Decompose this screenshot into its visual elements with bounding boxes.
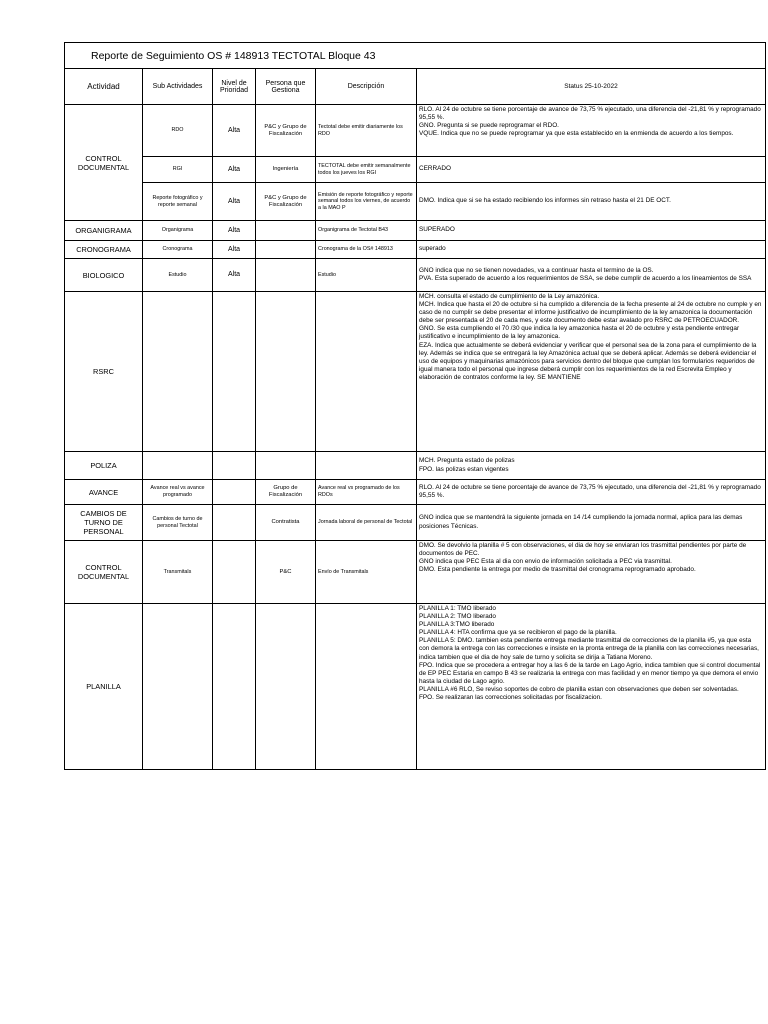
report-body	[65, 105, 766, 770]
activity-cell: AVANCE	[65, 480, 143, 505]
priority-cell	[213, 480, 256, 505]
responsible-cell	[256, 259, 316, 292]
status-line: PLANILLA 3:TMO liberado	[419, 621, 495, 629]
table-row	[65, 157, 766, 183]
status-cell	[417, 292, 766, 452]
sub-activity-cell: Avance real vs avance programado	[143, 480, 213, 505]
sub-activity-cell: Reporte fotográfico y reporte semanal	[143, 183, 213, 221]
report-sheet	[64, 42, 765, 770]
description-cell: Tectotal debe emitir diariamente los RDO	[316, 105, 417, 157]
status-line: PLANILLA 4: HTA confirma que ya se recibieron el pago de la planilla.	[419, 629, 617, 637]
priority-cell	[213, 452, 256, 480]
header-sub-actividades: Sub Actividades	[143, 69, 213, 105]
status-line: PLANILLA 2: TMO liberado	[419, 613, 496, 621]
activity-cell: RSRC	[65, 292, 143, 452]
status-line: EZA. Indica que actualmente se deberá evidenciar y verificar que el personal sea de la zona para el cumplimiento de la ley. Además se indica que se entregará la ley Amazónica actual que se deberá aplicar. Además se deberá evidenciar el uso de equipos y maquinarias amazónicos para servicios dentro del bloque que cumplan los formularios requeridos de igual manera todo el personal que ingrese deberá cumplir con los requerimientos de la red Escrevita Empleo y elaboración de contratos conforme la ley. SE MANTIENE	[419, 341, 759, 381]
header-persona-gestiona: Persona que Gestiona	[256, 69, 316, 105]
status-line: GNO indica que no se tienen novedades, va a continuar hasta el termino de la OS.	[419, 266, 654, 274]
priority-cell: Alta	[213, 259, 256, 292]
status-line: DMO. Esta pendiente la entrega por medio de trasmittal del cronograma reprogramado aprobado.	[419, 566, 696, 574]
status-cell	[417, 157, 766, 183]
status-line: GNO indica que se mantendrá la siguiente jornada en 14 /14 cumpliendo la jornada normal, aplica para las demas posiciones Técnicas.	[419, 514, 745, 530]
status-line: FPO. Indica que se procedera a entregar hoy a las 6 de la tarde en Lago Agrio, indica tambien que si control documental de EP PEC Estaria en campo B 43 se realizaria la entrega con mas facilidad y en menor tiempo ya que demora el envio hasta la ciudad de Lago agrio.	[419, 661, 763, 685]
responsible-cell: Contratista	[256, 505, 316, 541]
status-cell	[417, 505, 766, 541]
status-cell	[417, 604, 766, 770]
status-line: DMO. Indica que si se ha estado recibiendo los informes sin retraso hasta el 21 DE OCT.	[419, 197, 671, 205]
responsible-cell	[256, 221, 316, 241]
description-cell: Envío de Transmitals	[316, 541, 417, 604]
header-status: Status 25-10-2022	[417, 69, 766, 105]
activity-cell: POLIZA	[65, 452, 143, 480]
status-line: FPO. las polizas estan vigentes	[419, 465, 509, 473]
sub-activity-cell: Cambios de turno de personal Tectotal	[143, 505, 213, 541]
sub-activity-cell: RGI	[143, 157, 213, 183]
responsible-cell	[256, 452, 316, 480]
status-cell	[417, 541, 766, 604]
table-row	[65, 183, 766, 221]
priority-cell: Alta	[213, 105, 256, 157]
activity-cell: BIOLOGICO	[65, 259, 143, 292]
table-row	[65, 105, 766, 157]
table-row	[65, 480, 766, 505]
table-row	[65, 452, 766, 480]
sub-activity-cell	[143, 292, 213, 452]
description-cell: Estudio	[316, 259, 417, 292]
table-row	[65, 259, 766, 292]
sub-activity-cell: Transmitals	[143, 541, 213, 604]
responsible-cell: P&C y Grupo de Fiscalización	[256, 105, 316, 157]
priority-cell	[213, 541, 256, 604]
responsible-cell: P&C y Grupo de Fiscalización	[256, 183, 316, 221]
description-cell: Cronograma de la OS# 148913	[316, 241, 417, 259]
activity-cell: CRONOGRAMA	[65, 241, 143, 259]
status-cell	[417, 241, 766, 259]
sub-activity-cell: RDO	[143, 105, 213, 157]
activity-cell: ORGANIGRAMA	[65, 221, 143, 241]
priority-cell: Alta	[213, 183, 256, 221]
table-row	[65, 604, 766, 770]
status-line: GNO. Se esta cumpliendo el 70 /30 que indica la ley amazonica hasta el 20 de octubre y esta pendiente entregar justificativo e incumplimiento de la ley amazonica.	[419, 325, 741, 341]
status-cell	[417, 105, 766, 157]
activity-cell: CAMBIOS DE TURNO DE PERSONAL	[65, 505, 143, 541]
status-cell	[417, 259, 766, 292]
table-row	[65, 241, 766, 259]
status-cell	[417, 183, 766, 221]
description-cell: Avance real vs programado de los RDOs	[316, 480, 417, 505]
status-cell	[417, 221, 766, 241]
status-cell	[417, 480, 766, 505]
status-line: VQUE. Indica que no se puede reprogramar ya que esta establecido en la enmienda de acuerdo a los tiempos.	[419, 130, 734, 138]
description-cell: Organigrama de Tectotal B43	[316, 221, 417, 241]
priority-cell: Alta	[213, 241, 256, 259]
responsible-cell	[256, 241, 316, 259]
description-cell: Jornada laboral de personal de Tectotal	[316, 505, 417, 541]
sub-activity-cell: Estudio	[143, 259, 213, 292]
table-row	[65, 541, 766, 604]
sub-activity-cell: Cronograma	[143, 241, 213, 259]
priority-cell: Alta	[213, 157, 256, 183]
status-line: MCH. consulta el estado de cumplimiento de la Ley amazónica.	[419, 293, 600, 300]
priority-cell: Alta	[213, 221, 256, 241]
status-cell	[417, 452, 766, 480]
table-row	[65, 292, 766, 452]
header-nivel-prioridad: Nivel de Prioridad	[213, 69, 256, 105]
header-actividad: Actividad	[65, 69, 143, 105]
report-title: Reporte de Seguimiento OS # 148913 TECTOTAL Bloque 43	[65, 43, 766, 69]
status-line: PVA. Esta superado de acuerdo a los requerimientos de SSA, se debe cumplir de acuerdo a los lineamientos de SSA	[419, 275, 752, 282]
responsible-cell: Grupo de Fiscalización	[256, 480, 316, 505]
status-line: MCH. Indica que hasta el 20 de octubre si ha cumplido a diferencia de la fecha presente al 24 de octubre no cumple y en caso de no cumplir se debe presentar el informe justificativo de incumplimiento de la ley amazonica la documentación debe ser presentada el 20 de cada mes, y este documento debe estar avalado pro RSRC de PETROECUADOR.	[419, 301, 764, 325]
description-cell	[316, 452, 417, 480]
sub-activity-cell	[143, 452, 213, 480]
table-row	[65, 505, 766, 541]
status-line: superado	[419, 245, 446, 253]
responsible-cell: Ingeniería	[256, 157, 316, 183]
table-row	[65, 221, 766, 241]
sub-activity-cell: Organigrama	[143, 221, 213, 241]
status-line: MCH. Pregunta estado de polizas	[419, 457, 515, 465]
description-cell	[316, 604, 417, 770]
report-table	[64, 42, 766, 770]
description-cell: Emisión de reporte fotográfico y reporte semanal todos los viernes, de acuerdo a la MAO P	[316, 183, 417, 221]
description-cell: TECTOTAL debe emitir semanalmente todos los jueves los RGI	[316, 157, 417, 183]
status-line: RLO. Al 24 de octubre se tiene porcentaje de avance de 73,75 % ejecutado, una diferencia del -21,81 % y reprogramado 95,55 %.	[419, 106, 763, 122]
priority-cell	[213, 505, 256, 541]
status-line: CERRADO	[419, 165, 451, 173]
priority-cell	[213, 604, 256, 770]
activity-cell: CONTROL DOCUMENTAL	[65, 541, 143, 604]
sub-activity-cell	[143, 604, 213, 770]
description-cell	[316, 292, 417, 452]
responsible-cell	[256, 292, 316, 452]
status-line: SUPERADO	[419, 226, 455, 234]
header-descripcion: Descripción	[316, 69, 417, 105]
status-line: PLANILLA 1: TMO liberado	[419, 605, 496, 612]
responsible-cell	[256, 604, 316, 770]
responsible-cell: P&C	[256, 541, 316, 604]
status-line: GNO indica que PEC Esta al dia con envio de información solicitada a PEC via trasmittal.	[419, 558, 672, 566]
status-line: PLANILLA #6 RLO, Se reviso soportes de cobro de planilla estan con observaciones que deben ser solventadas.	[419, 685, 739, 693]
status-line: DMO. Se devolvio la planilla # 5 con observaciones, el dia de hoy se enviaran los trasmittal pendientes por parte de documentos de PEC.	[419, 542, 748, 558]
status-line: PLANILLA 5: DMO. tambien esta pendiente entrega mediante trasmittal de correcciones de la planilla #5, ya que esta con demora la entrega con las correcciones e insiste en la pronta entrega de la planilla con las correcciones necesarias, indica tambien que el dia de hoy sale de turno y solicita se dirija a Tatiana Moreno.	[419, 637, 761, 661]
priority-cell	[213, 292, 256, 452]
status-line: GNO. Pregunta si se puede reprogramar el RDO.	[419, 122, 559, 130]
status-line: FPO. Se realizaran las correcciones solicitadas por fiscalizacion.	[419, 694, 602, 702]
status-line: RLO. Al 24 de octubre se tiene porcentaje de avance de 73,75 % ejecutado, una diferencia del -21,81 % y reprogramado 95,55 %.	[419, 483, 763, 499]
activity-cell: CONTROL DOCUMENTAL	[65, 105, 143, 221]
activity-cell: PLANILLA	[65, 604, 143, 770]
